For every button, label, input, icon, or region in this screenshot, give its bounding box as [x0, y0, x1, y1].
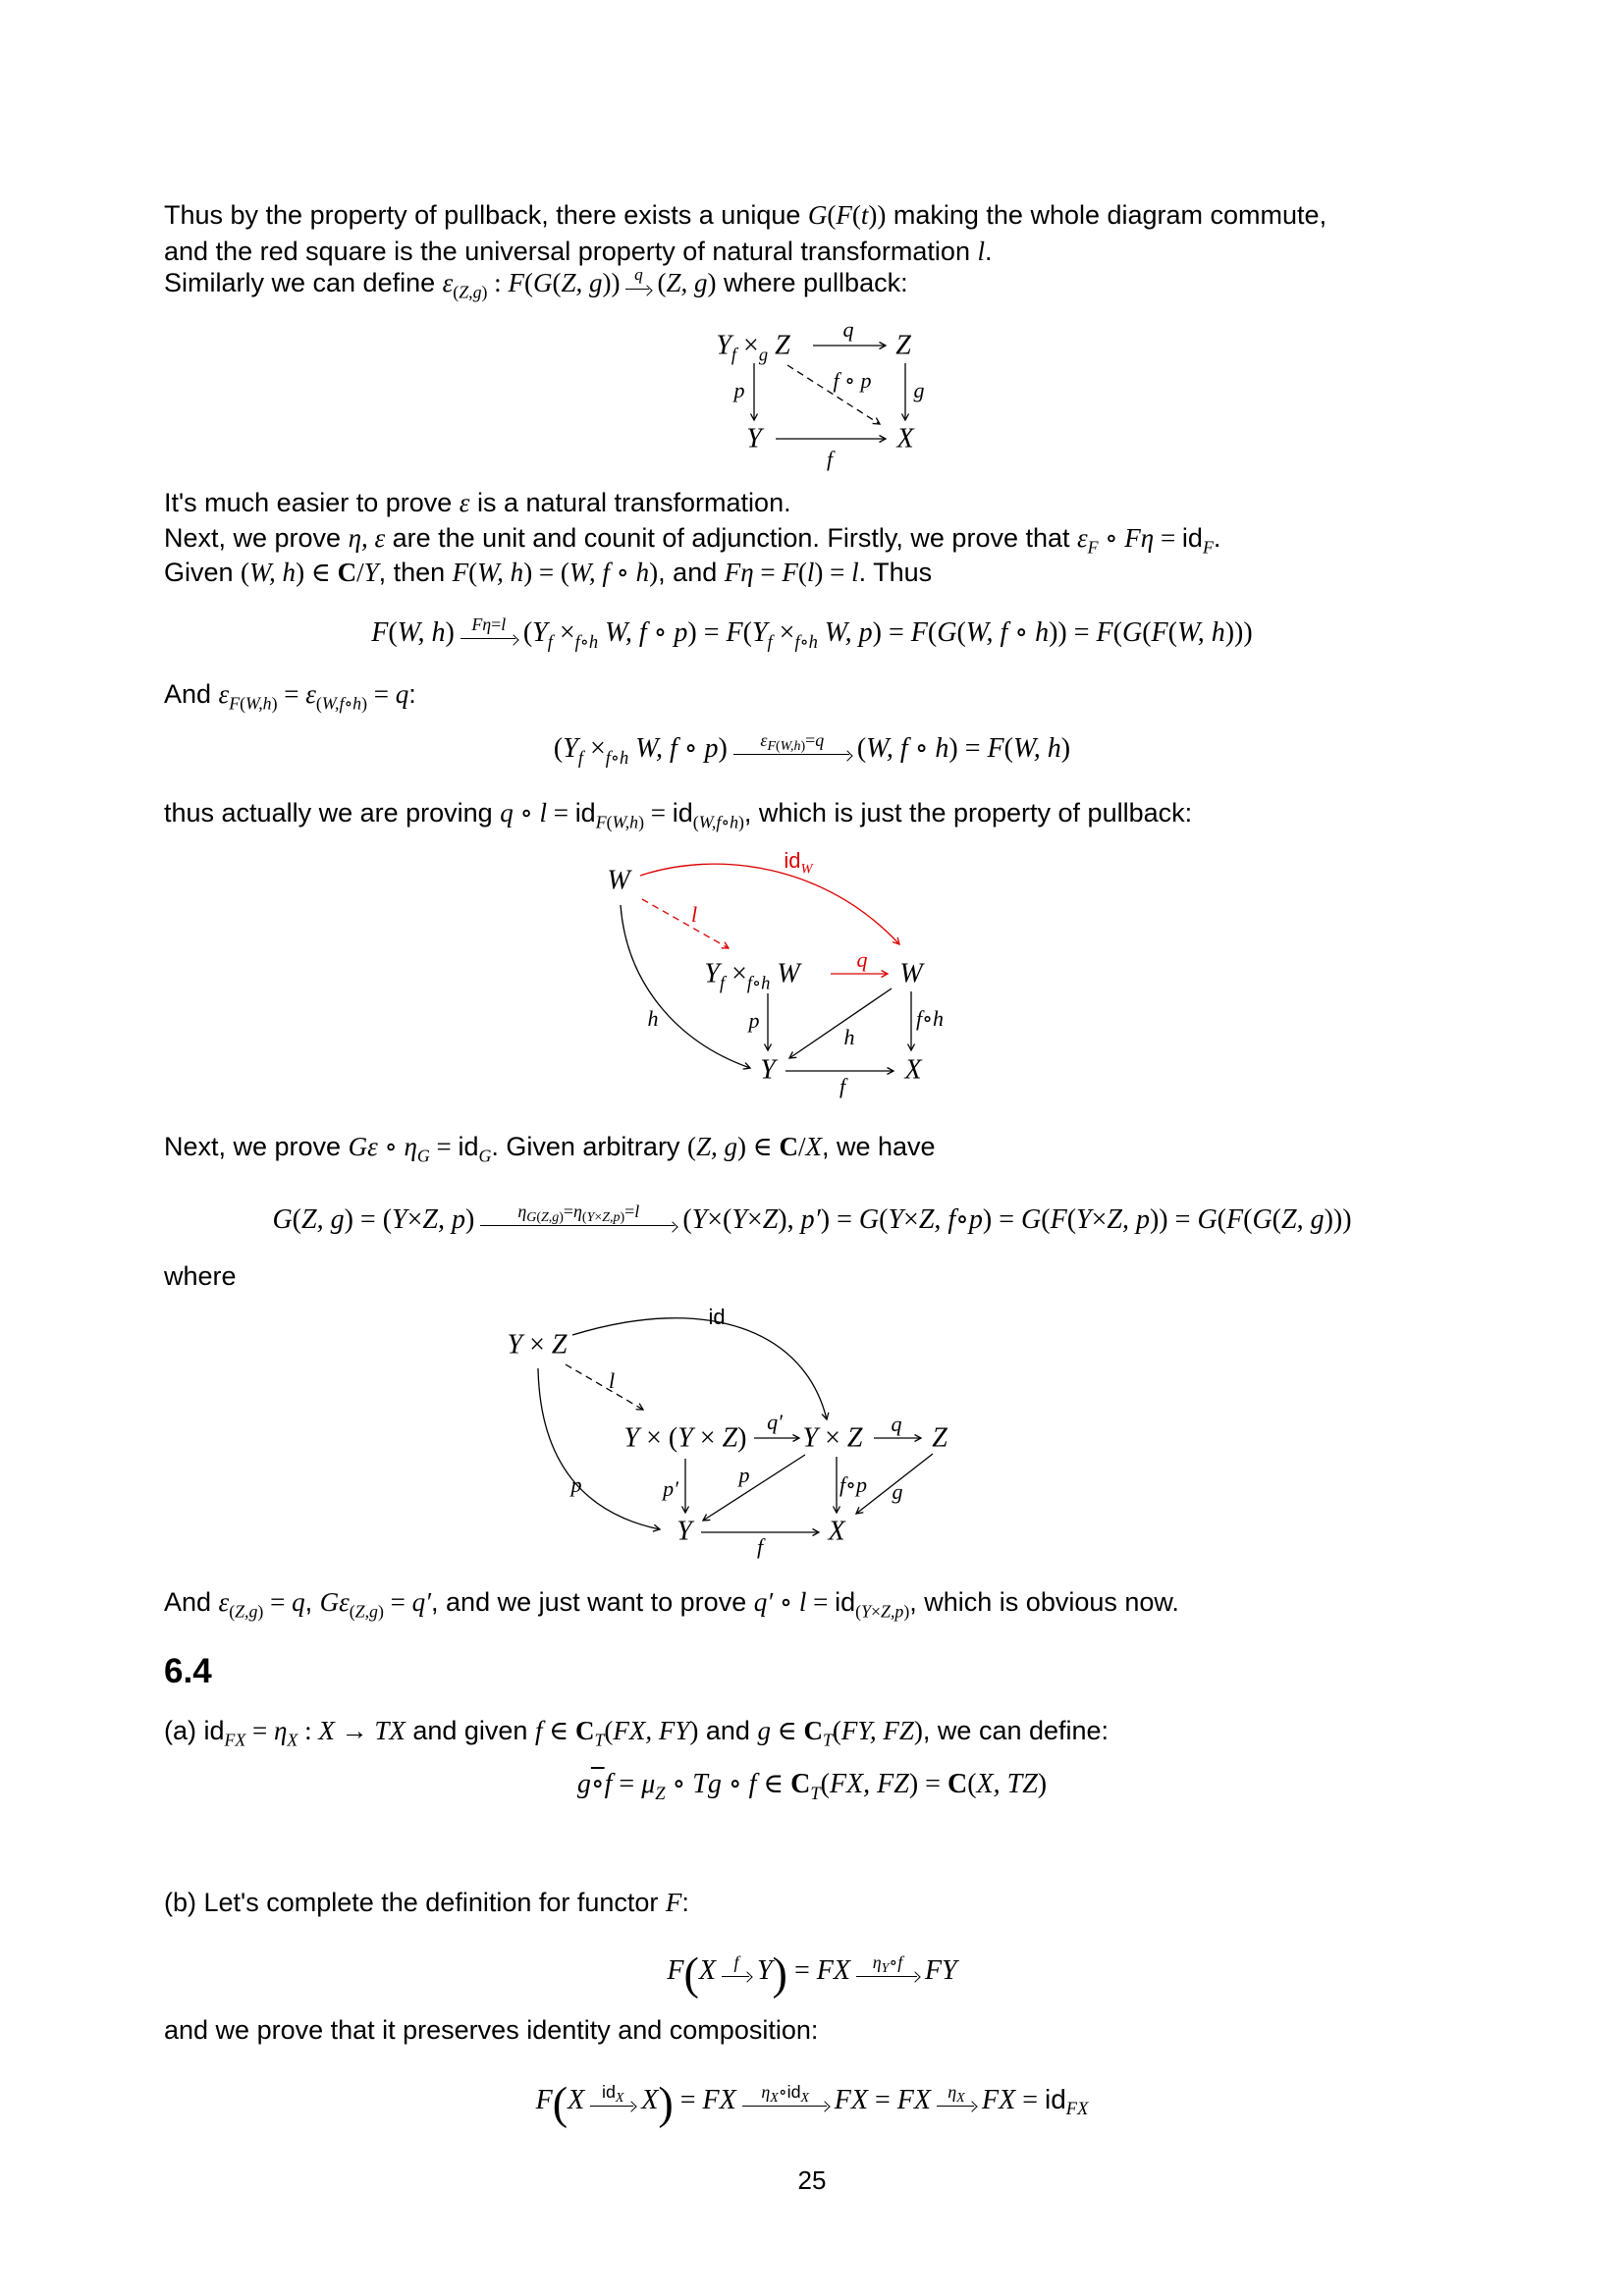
- node-Yx-YxZ: Y × (Y × Z): [623, 1422, 747, 1454]
- arrow-l-red-dashed: [642, 899, 729, 948]
- arrow-label-id: id: [708, 1305, 726, 1329]
- node-Z: Z: [895, 330, 911, 361]
- arrow-h-diagonal: [789, 988, 892, 1058]
- node-YxZ-top: Y × Z: [507, 1329, 568, 1361]
- display-equation-kleisli: g∘f = $\mu_Z$ ∘ Tg ∘ f ∈ $C_T(FX$, FZ) = C(X, TZ): [576, 1769, 1048, 1803]
- node-Y: Y: [677, 1516, 692, 1547]
- node-Y: Y: [760, 1054, 776, 1086]
- arrow-label-q: q: [856, 947, 868, 972]
- paragraph-line: Similarly we can define $\varepsilon_{(Z,g)}$ : F(G(Z, g)) q (Z, g) where pullback:: [164, 265, 908, 302]
- pullback-square-diagram: [628, 316, 1041, 483]
- page-number: 25: [797, 2165, 827, 2195]
- arrow-label-q: q: [842, 317, 854, 342]
- arrow-label-l: l: [608, 1368, 616, 1393]
- display-equation-counit: ($Y_f \times_{f\circ h}$ W, f ∘ p) $\varepsilon_{F(W,h)}=q$ (W, f ∘ h) = F(W, h): [553, 729, 1071, 768]
- node-X: X: [904, 1054, 922, 1086]
- arrow-label-f-comp-p: f ∘ p: [833, 368, 872, 393]
- paragraph-line: where: [164, 1261, 237, 1291]
- node-W-right: W: [899, 958, 923, 989]
- node-X: X: [828, 1516, 845, 1547]
- arrow-label-p: p: [733, 378, 745, 402]
- paragraph-line: (a) $id_{FX} = \eta_X$ : X → TX and given f ∈ $C_T(FX$, FY) and g ∈ $C_T(FY$, FZ), we can define:: [164, 1716, 1110, 1750]
- node-X: X: [896, 423, 914, 454]
- arrow-label-f: f: [756, 1534, 764, 1559]
- node-Z: Z: [932, 1422, 947, 1454]
- arrow-label-g: g: [913, 378, 925, 402]
- paragraph-line: (b) Let's complete the definition for functor F:: [164, 1888, 689, 1917]
- paragraph-line: And $\varepsilon_{F(W,h)} = \varepsilon_{(W,f\circ h)} = q$:: [164, 679, 416, 714]
- arrow-label-f-comp-h: f∘h: [916, 1006, 944, 1031]
- paragraph-line: And $\varepsilon_{(Z,g)} = q$, $G\varepsilon_{(Z,g)} = q'$, and we just want to prove q′ ∘ $l = id_{(Y\times Z,p)}$, which is obvious now.: [164, 1587, 1179, 1622]
- arrow-label-f: f: [839, 1074, 846, 1098]
- paragraph-line: thus actually we are proving q ∘ $l = id_{F(W,h)} = id_{(W,f\circ h)}$, which is just the property of pullback:: [164, 798, 1193, 832]
- arrow-label-p-diagonal: p: [738, 1463, 750, 1487]
- arrow-label-q: q: [891, 1412, 902, 1436]
- section-heading: 6.4: [164, 1652, 212, 1690]
- pullback-idw-diagram: [569, 846, 1119, 1131]
- arrow-label-q-prime: q′: [767, 1410, 783, 1434]
- paragraph-line: Thus by the property of pullback, there exists a unique G(F(t)) making the whole diagram commute,: [164, 200, 1327, 230]
- arrow-l-dashed: [566, 1364, 643, 1410]
- paragraph-line: Given (W, h) ∈ C/Y, then F(W, h) = (W, f ∘ h), and Fη = F(l) = l. Thus: [164, 558, 933, 587]
- node-pullback-object: $Y_f \times_g$ Z: [716, 330, 790, 365]
- arrow-label-id-w: $id_W$: [784, 848, 813, 878]
- arrow-label-h-diagonal: h: [843, 1025, 855, 1049]
- arrow-label-g: g: [892, 1479, 903, 1504]
- arrow-label-h-curve: h: [647, 1006, 659, 1031]
- arrow-label-p-curve: p: [570, 1472, 582, 1497]
- diagram-arrows: [628, 316, 1041, 483]
- paragraph-line: and we prove that it preserves identity and composition:: [164, 2015, 819, 2045]
- arrow-id-w-red: [640, 864, 899, 944]
- node-Y: Y: [746, 423, 762, 454]
- node-YxZ-mid: Y × Z: [802, 1422, 863, 1454]
- arrow-label-p-prime: p′: [663, 1476, 678, 1501]
- display-equation-unit: F(W, h) Fη=l ($Y_f \times_{f\circ h}$ W, f ∘ $p) = F(Y_f \times_{f\circ h}$ W, p) = F(G(W, f ∘ h)) = F(G(F(W, h))): [371, 614, 1253, 652]
- node-W-left: W: [607, 865, 630, 896]
- paragraph-line: and the red square is the universal property of natural transformation l.: [164, 237, 993, 266]
- arrow-label-f: f: [826, 447, 834, 471]
- paragraph-line: It's much easier to prove ε is a natural transformation.: [164, 488, 791, 517]
- paragraph-line: Next, we prove η, ε are the unit and counit of adjunction. Firstly, we prove that $\varepsilon_F$ ∘ $F\eta = id_F$.: [164, 523, 1221, 558]
- display-equation-functor-F: F(X f Y) = FX $\eta_Y\circ f$ FY: [667, 1949, 957, 1999]
- product-id-diagram: [481, 1306, 1168, 1590]
- arrow-label-l: l: [690, 902, 698, 927]
- arrow-p-diagonal: [703, 1455, 805, 1521]
- arrow-label-f-comp-p: f∘p: [839, 1472, 867, 1497]
- display-equation-identity: F(X $id_X$ X) = FX $\eta_X\circ id_X$ FX = FX $\eta_X$ FX = $id_{FX}$: [535, 2078, 1089, 2128]
- arrow-label-p: p: [748, 1008, 760, 1033]
- paragraph-line: Next, we prove Gε ∘ $\eta_G = id_G$. Given arbitrary (Z, g) ∈ C/X, we have: [164, 1132, 936, 1166]
- display-equation-G: G(Z, g) = (Y×Z, p) $\eta_{G(Z,g)}=\eta_{(Y\times Z,p)}=l$ (Y×(Y×Z), p′) = G(Y×Z, f∘p) = G(F(Y×Z, p)) = G(F(G(Z, g))): [272, 1201, 1352, 1235]
- node-pullback-object: $Y_f \times_{f\circ h}$ W: [704, 958, 800, 993]
